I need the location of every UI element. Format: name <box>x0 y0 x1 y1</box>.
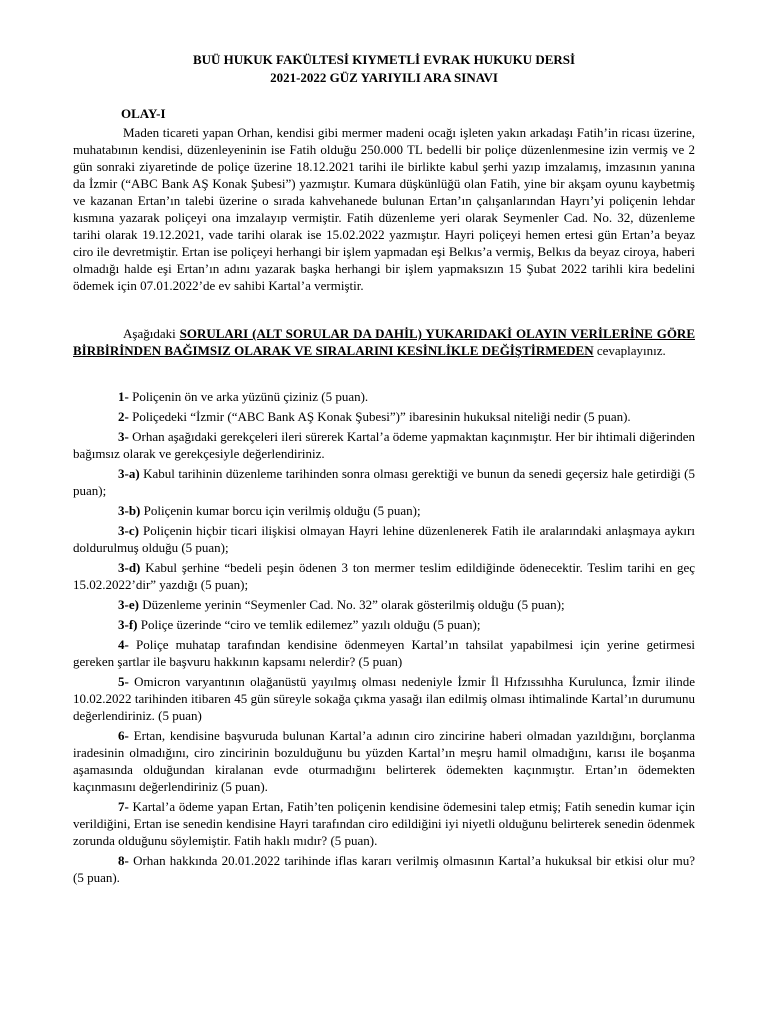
question-number: 2- <box>118 409 129 424</box>
question-text: Kartal’a ödeme yapan Ertan, Fatih’ten poliçenin kendisine ödemesini talep etmiş; Fatih senedin kumar için verildiğini, Ertan ise senedin kendisine Hayri tarafından ciro edildiğini iyi niyetli olduğunu belirterek senedin ödenmek zorunda olduğunu söylemiştir. Fatih haklı mıdır? (5 puan). <box>73 799 695 848</box>
question-text: Poliçenin hiçbir ticari ilişkisi olmayan Hayri lehine düzenlenerek Fatih ile aralarındaki anlaşmaya aykırı doldurulmuş olduğu (5 puan); <box>73 523 695 555</box>
question-number: 3-a) <box>118 466 140 481</box>
question-4 <box>73 636 695 670</box>
question-text: Kabul şerhine “bedeli peşin ödenen 3 ton mermer teslim edildiğinde ödenecektir. Teslim tarihi en geç 15.02.2022’dir” yazdığı (5 puan); <box>73 560 695 592</box>
exam-title-line-1: BUÜ HUKUK FAKÜLTESİ KIYMETLİ EVRAK HUKUKU DERSİ <box>192 52 576 67</box>
question-3d <box>73 559 695 593</box>
question-number: 3-e) <box>118 597 139 612</box>
question-text: Poliçenin kumar borcu için verilmiş olduğu (5 puan); <box>140 503 421 518</box>
question-number: 8- <box>118 853 129 868</box>
question-1 <box>73 388 695 405</box>
question-7 <box>73 798 695 849</box>
question-text: Orhan hakkında 20.01.2022 tarihinde iflas kararı verilmiş olmasının Kartal’a hukuksal bir etkisi olur mu? (5 puan). <box>73 853 695 885</box>
question-3b <box>73 502 695 519</box>
question-text: Orhan aşağıdaki gerekçeleri ileri sürerek Kartal’a ödeme yapmaktan kaçınmıştır. Her bir ihtimali diğerinden bağımsız olarak ve gerekçesiyle değerlendiriniz. <box>73 429 695 461</box>
question-text: Omicron varyantının olağanüstü yayılmış olması nedeniyle İzmir İl Hıfzıssıhha Kurulunca, İzmir ilinde 10.02.2022 tarihinden itibaren 45 gün süreyle sokağa çıkma yasağı ilan edilmiş olması ihtimalinde Kartal’ın durumunu değerlendiriniz. (5 puan) <box>73 674 695 723</box>
question-text: Kabul tarihinin düzenleme tarihinden sonra olması gerektiği ve bunun da senedi geçersiz hale getirdiği (5 puan); <box>73 466 695 498</box>
question-number: 3-f) <box>118 617 138 632</box>
instruction-prefix: Aşağıdaki <box>123 326 180 341</box>
question-number: 3-c) <box>118 523 139 538</box>
instruction <box>73 325 695 359</box>
question-number: 5- <box>118 674 129 689</box>
question-text: Poliçe muhatap tarafından kendisine ödenmeyen Kartal’ın tahsilat yapabilmesi için yerine getirmesi gereken şartlar ile başvuru hakkının kapsamı nelerdir? (5 puan) <box>73 637 695 669</box>
question-3f <box>73 616 695 633</box>
question-3c <box>73 522 695 556</box>
question-number: 7- <box>118 799 129 814</box>
question-list <box>73 388 695 886</box>
question-number: 4- <box>118 637 129 652</box>
question-5 <box>73 673 695 724</box>
question-2 <box>73 408 695 425</box>
instruction-suffix: cevaplayınız. <box>593 343 666 358</box>
question-3 <box>73 428 695 462</box>
question-number: 3-b) <box>118 503 141 518</box>
case-text: Maden ticareti yapan Orhan, kendisi gibi mermer madeni ocağı işleten yakın arkadaşı Fatih’in ricası üzerine, muhatabının kendisi, düzenleyeninin ise Fatih olduğu 250.000 TL bedelli bir poliçe düzenlenmesine izin vermiş ve 2 gün sonraki ziyaretinde de poliçe üzerine 18.12.2021 tarihi ile birlikte kabul şerhi yazıp imzalamış, imzasının yanına da İzmir (“ABC Bank AŞ Konak Şubesi”) yazmıştır. Kumara düşkünlüğü olan Fatih, yine bir akşam oyunu kaybetmiş ve kazanan Ertan’ın talebi üzerine o sırada kahvehanede bulunan Ertan’ın çalışanlarından Hayrı’yi poliçenin lehdar kısmına yazarak poliçeyi ona imzalayıp vermiştir. Fatih düzenleme yeri olarak Seymenler Cad. No. 32, düzenleme tarihi olarak 19.12.2021, vade tarihi olarak ise 15.02.2022 yazmıştır. Hayri poliçeyi hemen ertesi gün Ertan’a beyaz ciro ile devretmiştir. Ertan ise poliçeyi herhangi bir işlem yapmadan eşi Belkıs’a vermiş, Belkıs da beyaz ciroya, haberi olmadığı halde eşi Ertan’ın adını yazarak başka herhangi bir işlem yapmaksızın 15 Şubat 2022 tarihli kira bedelini ödemek için 07.01.2022’de ev sahibi Kartal’a vermiştir. <box>73 125 695 293</box>
question-number: 1- <box>118 389 129 404</box>
case-heading: OLAY-I <box>121 106 166 121</box>
question-3e <box>73 596 695 613</box>
question-3a <box>73 465 695 499</box>
question-text: Poliçenin ön ve arka yüzünü çiziniz (5 puan). <box>128 389 369 404</box>
question-text: Poliçe üzerinde “ciro ve temlik edilemez” yazılı olduğu (5 puan); <box>137 617 481 632</box>
question-text: Ertan, kendisine başvuruda bulunan Kartal’a adının ciro zincirine haberi olmadan yazıldığını, borçlanma iradesinin olmadığını, ciro zincirinin bozulduğunu bu yüzden Kartal’ın meşru hamil olmadığını, karısı ile boşanma aşamasında olduğundan kiralanan evde oturmadığını belirterek ödemekten kaçınmıştır. Ertan’ın ödemekten kaçınmasını değerlendiriniz (5 puan). <box>73 728 695 794</box>
exam-page <box>73 51 695 886</box>
question-8 <box>73 852 695 886</box>
question-number: 3-d) <box>118 560 141 575</box>
question-text: Poliçedeki “İzmir (“ABC Bank AŞ Konak Şubesi”)” ibaresinin hukuksal niteliği nedir (5 puan). <box>128 409 631 424</box>
exam-title-line-2: 2021-2022 GÜZ YARIYILI ARA SINAVI <box>270 70 498 85</box>
question-6 <box>73 727 695 795</box>
question-number: 3- <box>118 429 129 444</box>
instruction-underlined: SORULARI (ALT SORULAR DA DAHİL) YUKARIDAKİ OLAYIN VERİLERİNE GÖRE BİRBİRİNDEN BAĞIMSIZ OLARAK VE SIRALARINI KESİNLİKLE DEĞİŞTİRMEDEN <box>73 326 695 358</box>
question-number: 6- <box>118 728 129 743</box>
question-text: Düzenleme yerinin “Seymenler Cad. No. 32” olarak gösterilmiş olduğu (5 puan); <box>138 597 565 612</box>
